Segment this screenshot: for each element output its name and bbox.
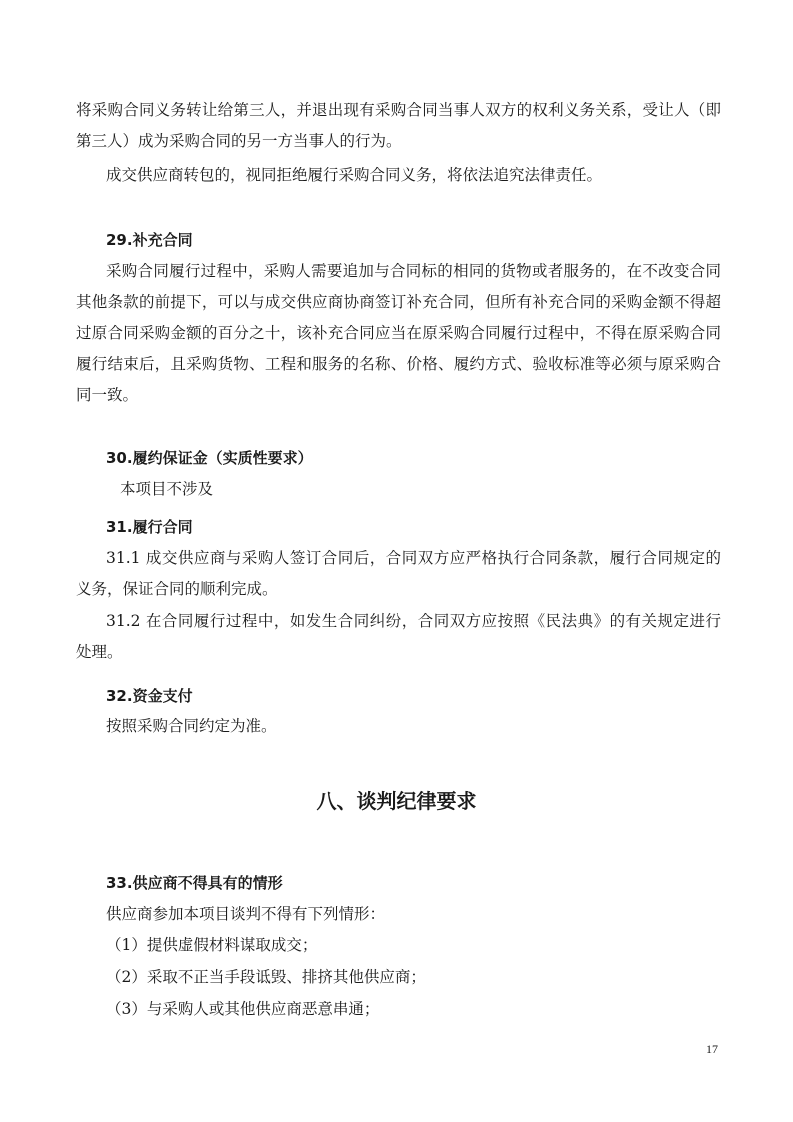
section-29-line-5: 同一致。 <box>76 386 139 404</box>
page-number: 17 <box>706 1042 718 1056</box>
section-29-line-3: 过原合同采购金额的百分之十，该补充合同应当在原采购合同履行过程中，不得在原采购合同 <box>76 324 721 342</box>
section-29-line-4: 履行结束后，且采购货物、工程和服务的名称、价格、履约方式、验收标准等必须与原采购合 <box>76 355 721 373</box>
intro-line-1: 将采购合同义务转让给第三人，并退出现有采购合同当事人双方的权利义务关系，受让人（即 <box>76 101 721 119</box>
section-30-line-1: 本项目不涉及 <box>120 480 214 498</box>
section-33-line-1: 供应商参加本项目谈判不得有下列情形： <box>106 905 386 923</box>
section-29-heading: 29.补充合同 <box>106 231 193 249</box>
intro-line-3: 成交供应商转包的，视同拒绝履行采购合同义务，将依法追究法律责任。 <box>106 166 603 184</box>
chapter-heading: 八、谈判纪律要求 <box>316 789 477 813</box>
section-32-heading: 32.资金支付 <box>106 687 193 705</box>
section-29-line-1: 采购合同履行过程中，采购人需要追加与合同标的相同的货物或者服务的，在不改变合同 <box>106 262 721 280</box>
section-31-line-1: 31.1 成交供应商与采购人签订合同后，合同双方应严格执行合同条款，履行合同规定的 <box>106 549 721 567</box>
section-31-heading: 31.履行合同 <box>106 518 193 536</box>
section-31-line-4: 处理。 <box>76 643 123 661</box>
section-33-heading: 33.供应商不得具有的情形 <box>106 874 283 892</box>
section-33-item-1: （1）提供虚假材料谋取成交； <box>106 936 318 954</box>
section-31-line-3: 31.2 在合同履行过程中，如发生合同纠纷，合同双方应按照《民法典》的有关规定进行 <box>106 612 721 630</box>
section-30-heading: 30.履约保证金（实质性要求） <box>106 449 313 467</box>
intro-line-2: 第三人）成为采购合同的另一方当事人的行为。 <box>76 132 402 150</box>
section-33-item-3: （3）与采购人或其他供应商恶意串通； <box>106 1000 380 1018</box>
section-29-line-2: 其他条款的前提下，可以与成交供应商协商签订补充合同，但所有补充合同的采购金额不得超 <box>76 293 721 311</box>
section-33-item-2: （2）采取不正当手段诋毁、排挤其他供应商； <box>106 968 426 986</box>
section-32-line-1: 按照采购合同约定为准。 <box>106 717 277 735</box>
section-31-line-2: 义务，保证合同的顺利完成。 <box>76 580 278 598</box>
